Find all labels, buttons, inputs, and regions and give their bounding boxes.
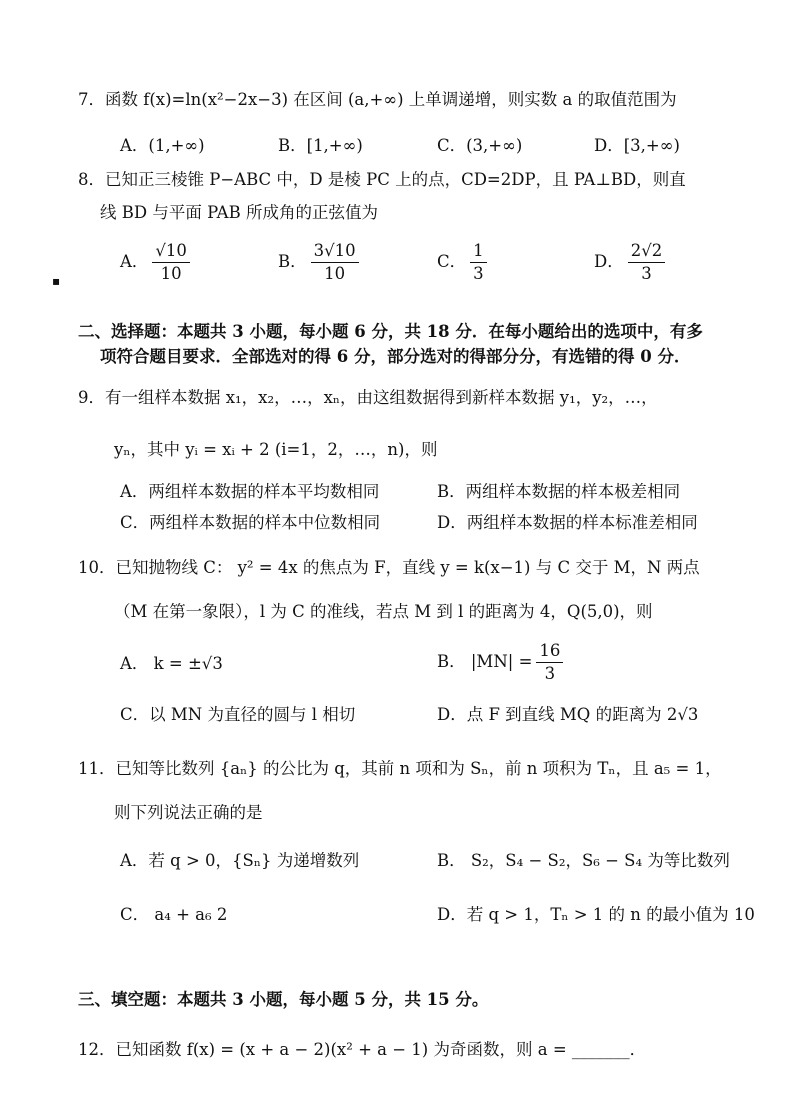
q10-stem-line1: 10．已知抛物线 C： y² = 4x 的焦点为 F，直线 y = k(x−1) 与 C 交于 M，N 两点 [78,558,700,577]
q10-option-b: B． |MN| = $\frac{16}{3}$ [437,640,563,685]
q11-option-a: A．若 q > 0，{Sₙ} 为递增数列 [120,851,360,870]
fraction: $\frac{3√10}{10}$ [311,240,359,285]
q11-option-b: B． S₂，S₄ − S₂，S₆ − S₄ 为等比数列 [437,851,730,870]
fraction: $\frac{2√2}{3}$ [628,240,666,285]
q7-option-d: D．[3,+∞) [594,136,680,155]
q12-stem: 12．已知函数 f(x) = (x + a − 2)(x² + a − 1) 为奇函数，则 a = _______． [78,1040,647,1059]
q10-option-d: D．点 F 到直线 MQ 的距离为 2√3 [437,705,699,724]
q8-option-c: C． $\frac{1}{3}$ [437,240,487,285]
q10-stem-line2: （M 在第一象限），l 为 C 的准线，若点 M 到 l 的距离为 4，Q(5,0)，则 [114,602,653,621]
q7-option-b: B．[1,+∞) [278,136,363,155]
q11-option-c: C． a₄ + a₆ 2 [120,905,228,924]
fraction: $\frac{1}{3}$ [470,240,487,285]
q8-option-b: B． $\frac{3√10}{10}$ [278,240,359,285]
section2-header-line1: 二、选择题：本题共 3 小题，每小题 6 分，共 18 分．在每小题给出的选项中，有多 [78,322,703,341]
fraction: $\frac{√10}{10}$ [152,240,190,285]
q8-option-d: D． $\frac{2√2}{3}$ [594,240,665,285]
q9-stem-line2: yₙ，其中 yᵢ = xᵢ + 2 (i=1，2，…，n)，则 [114,440,438,459]
q9-option-b: B．两组样本数据的样本极差相同 [437,482,681,501]
section3-header: 三、填空题：本题共 3 小题，每小题 5 分，共 15 分。 [78,990,489,1009]
q11-stem-line2: 则下列说法正确的是 [114,803,263,822]
q7-stem: 7．函数 f(x)=ln(x²−2x−3) 在区间 (a,+∞) 上单调递增，则实数 a 的取值范围为 [78,90,677,109]
fraction: $\frac{16}{3}$ [536,640,563,685]
q9-option-a: A．两组样本数据的样本平均数相同 [120,482,380,501]
q11-stem-line1: 11．已知等比数列 {aₙ} 的公比为 q，其前 n 项和为 Sₙ，前 n 项积为 Tₙ，且 a₅ = 1， [78,759,722,778]
q10-option-a: A． k = ±√3 [120,654,223,673]
q8-option-a: A． $\frac{√10}{10}$ [120,240,190,285]
q7-option-a: A．(1,+∞) [120,136,205,155]
q10-option-c: C．以 MN 为直径的圆与 l 相切 [120,705,356,724]
q9-option-c: C．两组样本数据的样本中位数相同 [120,513,381,532]
q9-stem-line1: 9．有一组样本数据 x₁，x₂，…，xₙ，由这组数据得到新样本数据 y₁，y₂，…， [78,388,658,407]
q7-option-c: C．(3,+∞) [437,136,523,155]
margin-mark: ▪ [52,274,61,288]
q8-stem-line2: 线 BD 与平面 PAB 所成角的正弦值为 [100,203,378,222]
section2-header-line2: 项符合题目要求．全部选对的得 6 分，部分选对的得部分分，有选错的得 0 分． [100,347,691,366]
q11-option-d: D．若 q > 1，Tₙ > 1 的 n 的最小值为 10 [437,905,755,924]
q8-stem-line1: 8．已知正三棱锥 P−ABC 中，D 是棱 PC 上的点，CD=2DP，且 PA⊥BD，则直 [78,170,686,189]
q9-option-d: D．两组样本数据的样本标准差相同 [437,513,698,532]
